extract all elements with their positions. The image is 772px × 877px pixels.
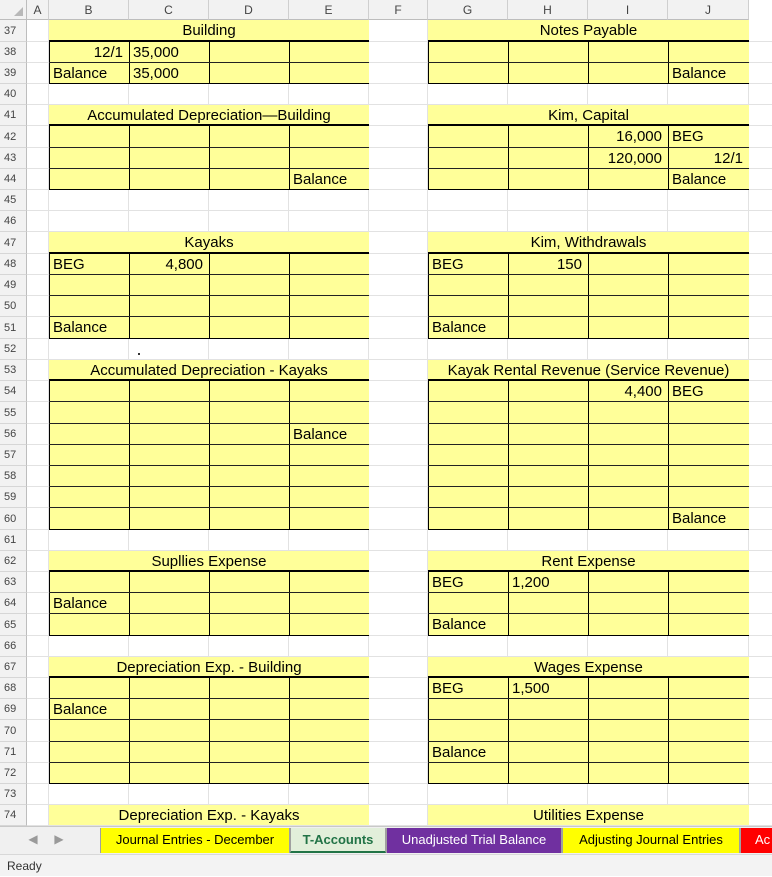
row-header-74[interactable]: 74 — [0, 805, 27, 826]
column-header-C[interactable]: C — [129, 0, 209, 20]
account-title: Kayaks — [184, 234, 234, 251]
t-account-divider — [289, 254, 290, 339]
t-account-row-rule — [49, 147, 369, 148]
row-header-43[interactable]: 43 — [0, 148, 27, 169]
account-cell[interactable]: Balance — [432, 744, 487, 761]
row-header-54[interactable]: 54 — [0, 381, 27, 402]
row-header-59[interactable]: 59 — [0, 487, 27, 508]
row-header-71[interactable]: 71 — [0, 742, 27, 763]
account-title: Rent Expense — [541, 553, 636, 570]
t-account-divider — [129, 254, 130, 339]
t-account-edge — [49, 42, 50, 84]
row-header-61[interactable]: 61 — [0, 530, 27, 551]
t-account-row-rule — [428, 444, 749, 445]
row-header-44[interactable]: 44 — [0, 169, 27, 190]
account-cell[interactable]: Balance — [293, 171, 348, 188]
t-account-divider — [508, 678, 509, 784]
t-account-divider — [129, 572, 130, 636]
column-header-H[interactable]: H — [508, 0, 588, 20]
row-header-42[interactable]: 42 — [0, 126, 27, 148]
account-cell[interactable]: 35,000 — [133, 44, 179, 61]
t-account-divider — [668, 254, 669, 339]
t-account-bottom-rule — [49, 529, 369, 530]
t-account-divider — [668, 42, 669, 84]
row-header-66[interactable]: 66 — [0, 636, 27, 657]
t-account-divider — [588, 126, 589, 190]
account-title: Building — [182, 22, 236, 39]
account-cell[interactable]: Balance — [432, 319, 487, 336]
status-bar — [0, 854, 772, 876]
account-cell[interactable]: 12/1 — [93, 44, 123, 61]
t-account-edge — [428, 254, 429, 339]
t-account-row-rule — [49, 507, 369, 508]
row-header-51[interactable]: 51 — [0, 317, 27, 339]
account-cell[interactable]: Balance — [672, 171, 727, 188]
row-header-45[interactable]: 45 — [0, 190, 27, 211]
account-cell[interactable]: Balance — [53, 65, 108, 82]
t-account-row-rule — [49, 741, 369, 742]
t-account-edge — [49, 572, 50, 636]
sheet-tab-adjusting-journal-entries[interactable]: Adjusting Journal Entries — [562, 828, 740, 853]
t-account-bottom-rule — [428, 783, 749, 784]
column-header-F[interactable]: F — [369, 0, 428, 20]
account-cell[interactable]: 120,000 — [607, 150, 662, 167]
t-account-row-rule — [49, 486, 369, 487]
row-header-60[interactable]: 60 — [0, 508, 27, 530]
t-account-divider — [209, 42, 210, 84]
row-header-52[interactable]: 52 — [0, 339, 27, 360]
row-header-56[interactable]: 56 — [0, 424, 27, 445]
t-account-divider — [289, 572, 290, 636]
t-account-divider — [668, 678, 669, 784]
account-cell[interactable]: Balance — [672, 65, 727, 82]
row-header-47[interactable]: 47 — [0, 232, 27, 254]
t-account-divider — [129, 126, 130, 190]
t-account-bottom-rule — [49, 783, 369, 784]
account-cell[interactable]: Balance — [432, 616, 487, 633]
row-header-49[interactable]: 49 — [0, 275, 27, 296]
account-cell[interactable]: 1,200 — [512, 574, 550, 591]
column-header-B[interactable]: B — [49, 0, 129, 20]
account-cell[interactable]: Balance — [53, 595, 108, 612]
row-header-46[interactable]: 46 — [0, 211, 27, 232]
account-title: Kayak Rental Revenue (Service Revenue) — [447, 362, 730, 379]
t-account-divider — [588, 42, 589, 84]
column-header-G[interactable]: G — [428, 0, 508, 20]
t-account-divider — [668, 126, 669, 190]
account-title: Depreciation Exp. - Kayaks — [118, 807, 300, 824]
row-header-64[interactable]: 64 — [0, 593, 27, 614]
t-account-row-rule — [49, 295, 369, 296]
column-header-I[interactable]: I — [588, 0, 668, 20]
t-account-divider — [508, 42, 509, 84]
sheet-tab-bar — [0, 826, 772, 854]
t-account-divider — [508, 572, 509, 636]
column-header-D[interactable]: D — [209, 0, 289, 20]
account-cell[interactable]: 35,000 — [133, 65, 179, 82]
account-cell[interactable]: BEG — [432, 680, 464, 697]
select-all-corner[interactable] — [0, 0, 27, 20]
t-account-edge — [428, 678, 429, 784]
account-cell[interactable]: BEG — [53, 256, 85, 273]
t-account-bottom-rule — [49, 635, 369, 636]
column-header-E[interactable]: E — [289, 0, 369, 20]
row-header-65[interactable]: 65 — [0, 614, 27, 636]
account-cell[interactable]: Balance — [293, 426, 348, 443]
t-account-row-rule — [49, 762, 369, 763]
account-cell[interactable]: 4,800 — [165, 256, 203, 273]
row-header-37[interactable]: 37 — [0, 20, 27, 42]
sheet-tab-unadjusted-trial-balance[interactable]: Unadjusted Trial Balance — [386, 828, 562, 853]
row-header-53[interactable]: 53 — [0, 360, 27, 381]
row-header-41[interactable]: 41 — [0, 105, 27, 126]
t-account-divider — [209, 572, 210, 636]
row-header-73[interactable]: 73 — [0, 784, 27, 805]
row-header-57[interactable]: 57 — [0, 445, 27, 466]
account-title: Utilities Expense — [533, 807, 644, 824]
t-account-row-rule — [49, 401, 369, 402]
t-account-divider — [588, 678, 589, 784]
t-account-row-rule — [428, 486, 749, 487]
t-account-divider — [289, 126, 290, 190]
account-title: Supllies Expense — [151, 553, 267, 570]
status-text: Ready — [7, 859, 42, 873]
row-header-69[interactable]: 69 — [0, 699, 27, 720]
account-title: Accumulated Depreciation—Building — [87, 107, 331, 124]
account-title: Notes Payable — [539, 22, 638, 39]
account-cell[interactable]: Balance — [53, 319, 108, 336]
row-header-48[interactable]: 48 — [0, 254, 27, 275]
account-title: Kim, Capital — [548, 107, 629, 124]
tab-scroll-right-icon[interactable]: ▶ — [54, 832, 64, 846]
account-cell[interactable]: 12/1 — [713, 150, 743, 167]
t-account-divider — [289, 678, 290, 784]
t-account-divider — [209, 254, 210, 339]
account-cell[interactable]: 4,400 — [624, 383, 662, 400]
t-account-divider — [129, 678, 130, 784]
row-header-39[interactable]: 39 — [0, 63, 27, 84]
tab-scroll-left-icon[interactable]: ◀ — [28, 832, 38, 846]
row-header-55[interactable]: 55 — [0, 402, 27, 424]
select-all-triangle-icon — [14, 7, 23, 16]
t-account-edge — [49, 254, 50, 339]
row-header-62[interactable]: 62 — [0, 551, 27, 572]
t-account-divider — [588, 254, 589, 339]
t-account-divider — [209, 678, 210, 784]
sheet-tab-ac[interactable]: Ac — [740, 828, 772, 853]
account-cell[interactable]: 16,000 — [616, 128, 662, 145]
t-account-row-rule — [49, 465, 369, 466]
account-title: Wages Expense — [534, 659, 643, 676]
sheet-tab-t-accounts[interactable]: T-Accounts — [290, 828, 386, 853]
t-account-edge — [428, 126, 429, 190]
row-header-38[interactable]: 38 — [0, 42, 27, 63]
t-account-edge — [49, 126, 50, 190]
row-header-40[interactable]: 40 — [0, 84, 27, 105]
t-account-divider — [289, 42, 290, 84]
account-cell[interactable]: 150 — [556, 256, 582, 273]
t-account-row-rule — [428, 719, 749, 720]
account-cell[interactable]: BEG — [432, 574, 464, 591]
row-header-67[interactable]: 67 — [0, 657, 27, 678]
account-title: Accumulated Depreciation - Kayaks — [90, 362, 328, 379]
account-cell[interactable]: 1,500 — [512, 680, 550, 697]
t-account-divider — [129, 42, 130, 84]
account-title: Depreciation Exp. - Building — [116, 659, 302, 676]
row-header-58[interactable]: 58 — [0, 466, 27, 487]
row-header-63[interactable]: 63 — [0, 572, 27, 593]
t-account-divider — [209, 126, 210, 190]
t-account-divider — [508, 126, 509, 190]
t-account-divider — [508, 254, 509, 339]
t-account-edge — [428, 572, 429, 636]
column-header-J[interactable]: J — [668, 0, 749, 20]
account-cell[interactable]: BEG — [672, 128, 704, 145]
t-account-row-rule — [428, 423, 749, 424]
account-cell[interactable]: BEG — [672, 383, 704, 400]
account-cell[interactable]: Balance — [672, 510, 727, 527]
t-account-divider — [588, 572, 589, 636]
t-account-row-rule — [428, 295, 749, 296]
sheet-tab-journal-entries-december[interactable]: Journal Entries - December — [100, 828, 290, 853]
row-header-72[interactable]: 72 — [0, 763, 27, 784]
column-header-A[interactable]: A — [27, 0, 49, 20]
row-header-70[interactable]: 70 — [0, 720, 27, 742]
account-cell[interactable]: BEG — [432, 256, 464, 273]
account-title: Kim, Withdrawals — [530, 234, 647, 251]
t-account-edge — [428, 42, 429, 84]
grid-row-line — [27, 210, 772, 211]
stray-mark — [138, 353, 140, 355]
row-header-50[interactable]: 50 — [0, 296, 27, 317]
t-account-row-rule — [428, 465, 749, 466]
row-header-68[interactable]: 68 — [0, 678, 27, 699]
t-account-divider — [668, 572, 669, 636]
account-cell[interactable]: Balance — [53, 701, 108, 718]
t-account-edge — [49, 678, 50, 784]
